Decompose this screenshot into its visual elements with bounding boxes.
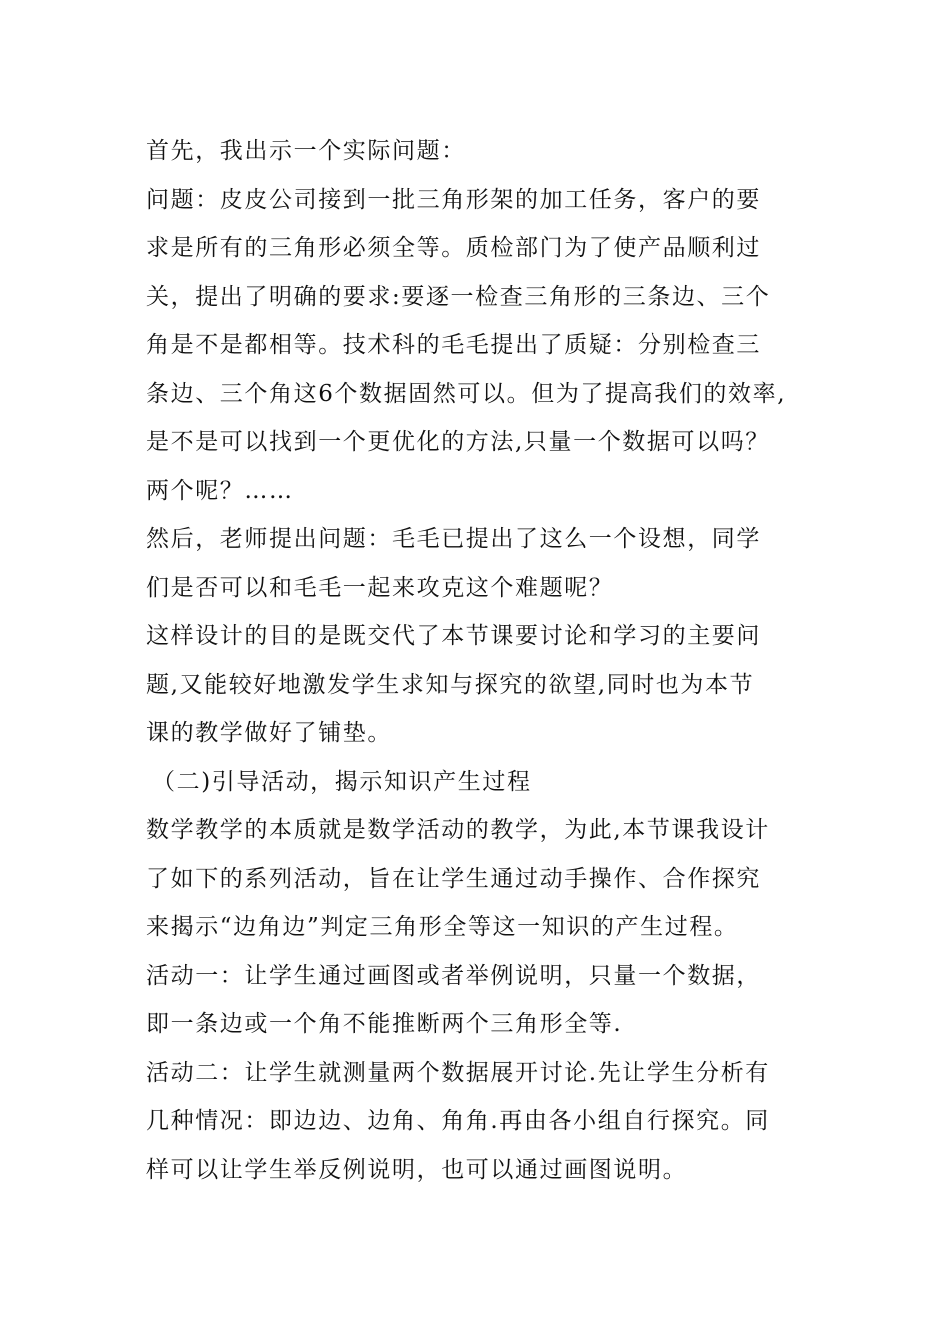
activity-one-line: 活动一：让学生通过画图或者举例说明，只量一个数据，	[146, 962, 761, 989]
design-purpose-line: 课的教学做好了铺垫。	[146, 720, 392, 746]
activity-two-line: 活动二：让学生就测量两个数据展开讨论.先让学生分析有	[146, 1059, 770, 1086]
problem-line: 是不是可以找到一个更优化的方法,只量一个数据可以吗？	[146, 429, 770, 455]
problem-line: 求是所有的三角形必须全等。质检部门为了使产品顺利过	[146, 235, 761, 261]
teacher-question-line: 然后，老师提出问题：毛毛已提出了这么一个设想，同学	[146, 526, 761, 552]
design-purpose-line: 这样设计的目的是既交代了本节课要讨论和学习的主要问	[146, 623, 761, 649]
section-body-line: 来揭示“边角边”判定三角形全等这一知识的产生过程。	[146, 914, 739, 940]
teacher-question-line: 们是否可以和毛毛一起来攻克这个难题呢？	[146, 574, 614, 601]
activity-one-line: 即一条边或一个角不能推断两个三角形全等.	[146, 1011, 623, 1037]
activity-two-line: 样可以让学生举反例说明，也可以通过画图说明。	[146, 1156, 688, 1183]
section-heading: （二)引导活动，揭示知识产生过程	[152, 768, 532, 795]
problem-line: 关，提出了明确的要求:要逐一检查三角形的三条边、三个	[146, 283, 771, 310]
document-body	[146, 127, 836, 1194]
activity-two-line: 几种情况：即边边、边角、角角.再由各小组自行探究。同	[146, 1108, 770, 1134]
design-purpose-line: 题,又能较好地激发学生求知与探究的欲望,同时也为本节	[146, 671, 755, 698]
problem-line: 问题：皮皮公司接到一批三角形架的加工任务，客户的要	[146, 186, 761, 213]
section-body-line: 数学教学的本质就是数学活动的教学，为此,本节课我设计	[146, 817, 770, 843]
section-body-line: 了如下的系列活动，旨在让学生通过动手操作、合作探究	[146, 865, 761, 892]
intro-line: 首先，我出示一个实际问题：	[146, 138, 466, 164]
problem-line: 条边、三个角这6个数据固然可以。但为了提高我们的效率,	[146, 380, 787, 407]
problem-line: 角是不是都相等。技术科的毛毛提出了质疑：分别检查三	[146, 332, 761, 358]
problem-line: 两个呢？……	[146, 477, 294, 504]
